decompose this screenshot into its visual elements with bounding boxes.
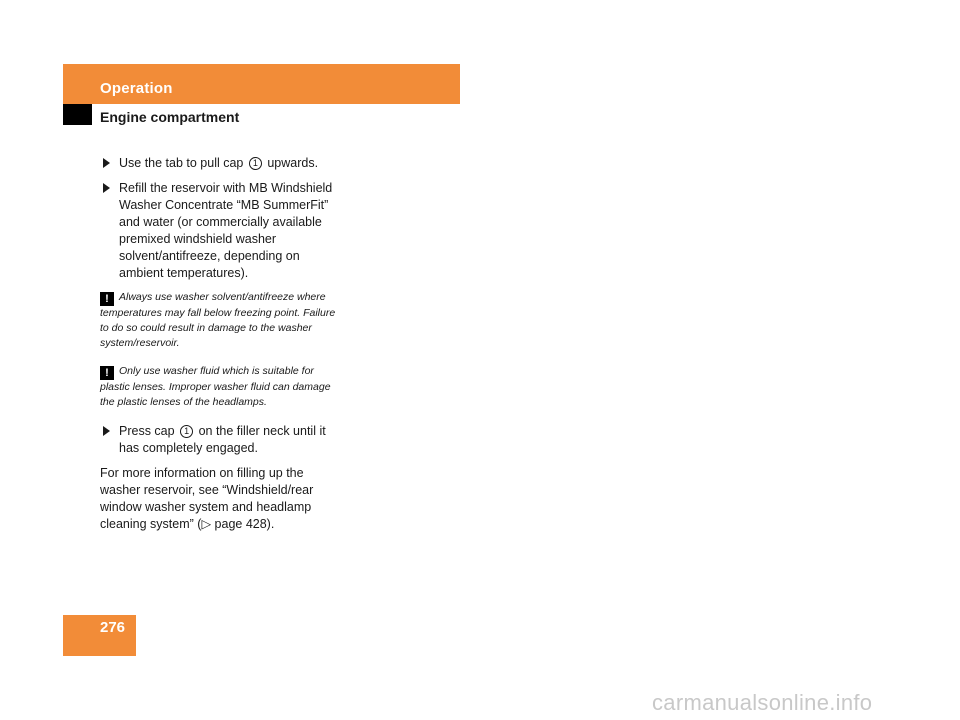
section-title: Operation [100,80,173,97]
subsection-title: Engine compartment [100,109,240,125]
step-text-after: upwards. [267,156,319,170]
arrow-bullet-icon [103,158,110,168]
warning-note-text: Only use washer fluid which is suitable for plastic lenses. Improper washer fluid can damage the plastic lenses of the headlamps. [100,365,331,408]
section-tab-marker [63,104,92,125]
paragraph-text-before: For more information on filling up the washer reservoir, see “Windshield/rear window washer system and headlamp cleaning system” ( [100,466,314,531]
paragraph-text-after: page 428). [211,517,275,531]
callout-number-icon: 1 [180,425,193,438]
warning-note [100,290,340,351]
step-item [100,423,345,457]
arrow-bullet-icon [103,426,110,436]
exclamation-icon: ! [100,292,114,306]
content-column [100,155,345,533]
step-text: Refill the reservoir with MB Windshield Washer Concentrate “MB SummerFit” and water (or commercially available premixed windshield washer solvent/antifreeze, depending on ambient temperatures). [119,181,333,280]
step-item [100,155,345,172]
exclamation-icon: ! [100,366,114,380]
warning-note [100,364,340,410]
step-text-before: Press cap [119,424,175,438]
step-text-before: Use the tab to pull cap [119,156,244,170]
page-number: 276 [100,619,126,636]
page-reference-arrow-icon[interactable]: ▷ [201,517,212,531]
info-paragraph [100,465,345,533]
watermark: carmanualsonline.info [652,690,873,715]
step-item [100,180,345,282]
warning-note-text: Always use washer solvent/antifreeze where temperatures may fall below freezing point. Failure to do so could result in damage to the washer system/reservoir. [100,291,336,349]
arrow-bullet-icon [103,183,110,193]
step-text-after: on the filler neck until it has completely engaged. [119,424,326,455]
callout-number-icon: 1 [249,157,262,170]
